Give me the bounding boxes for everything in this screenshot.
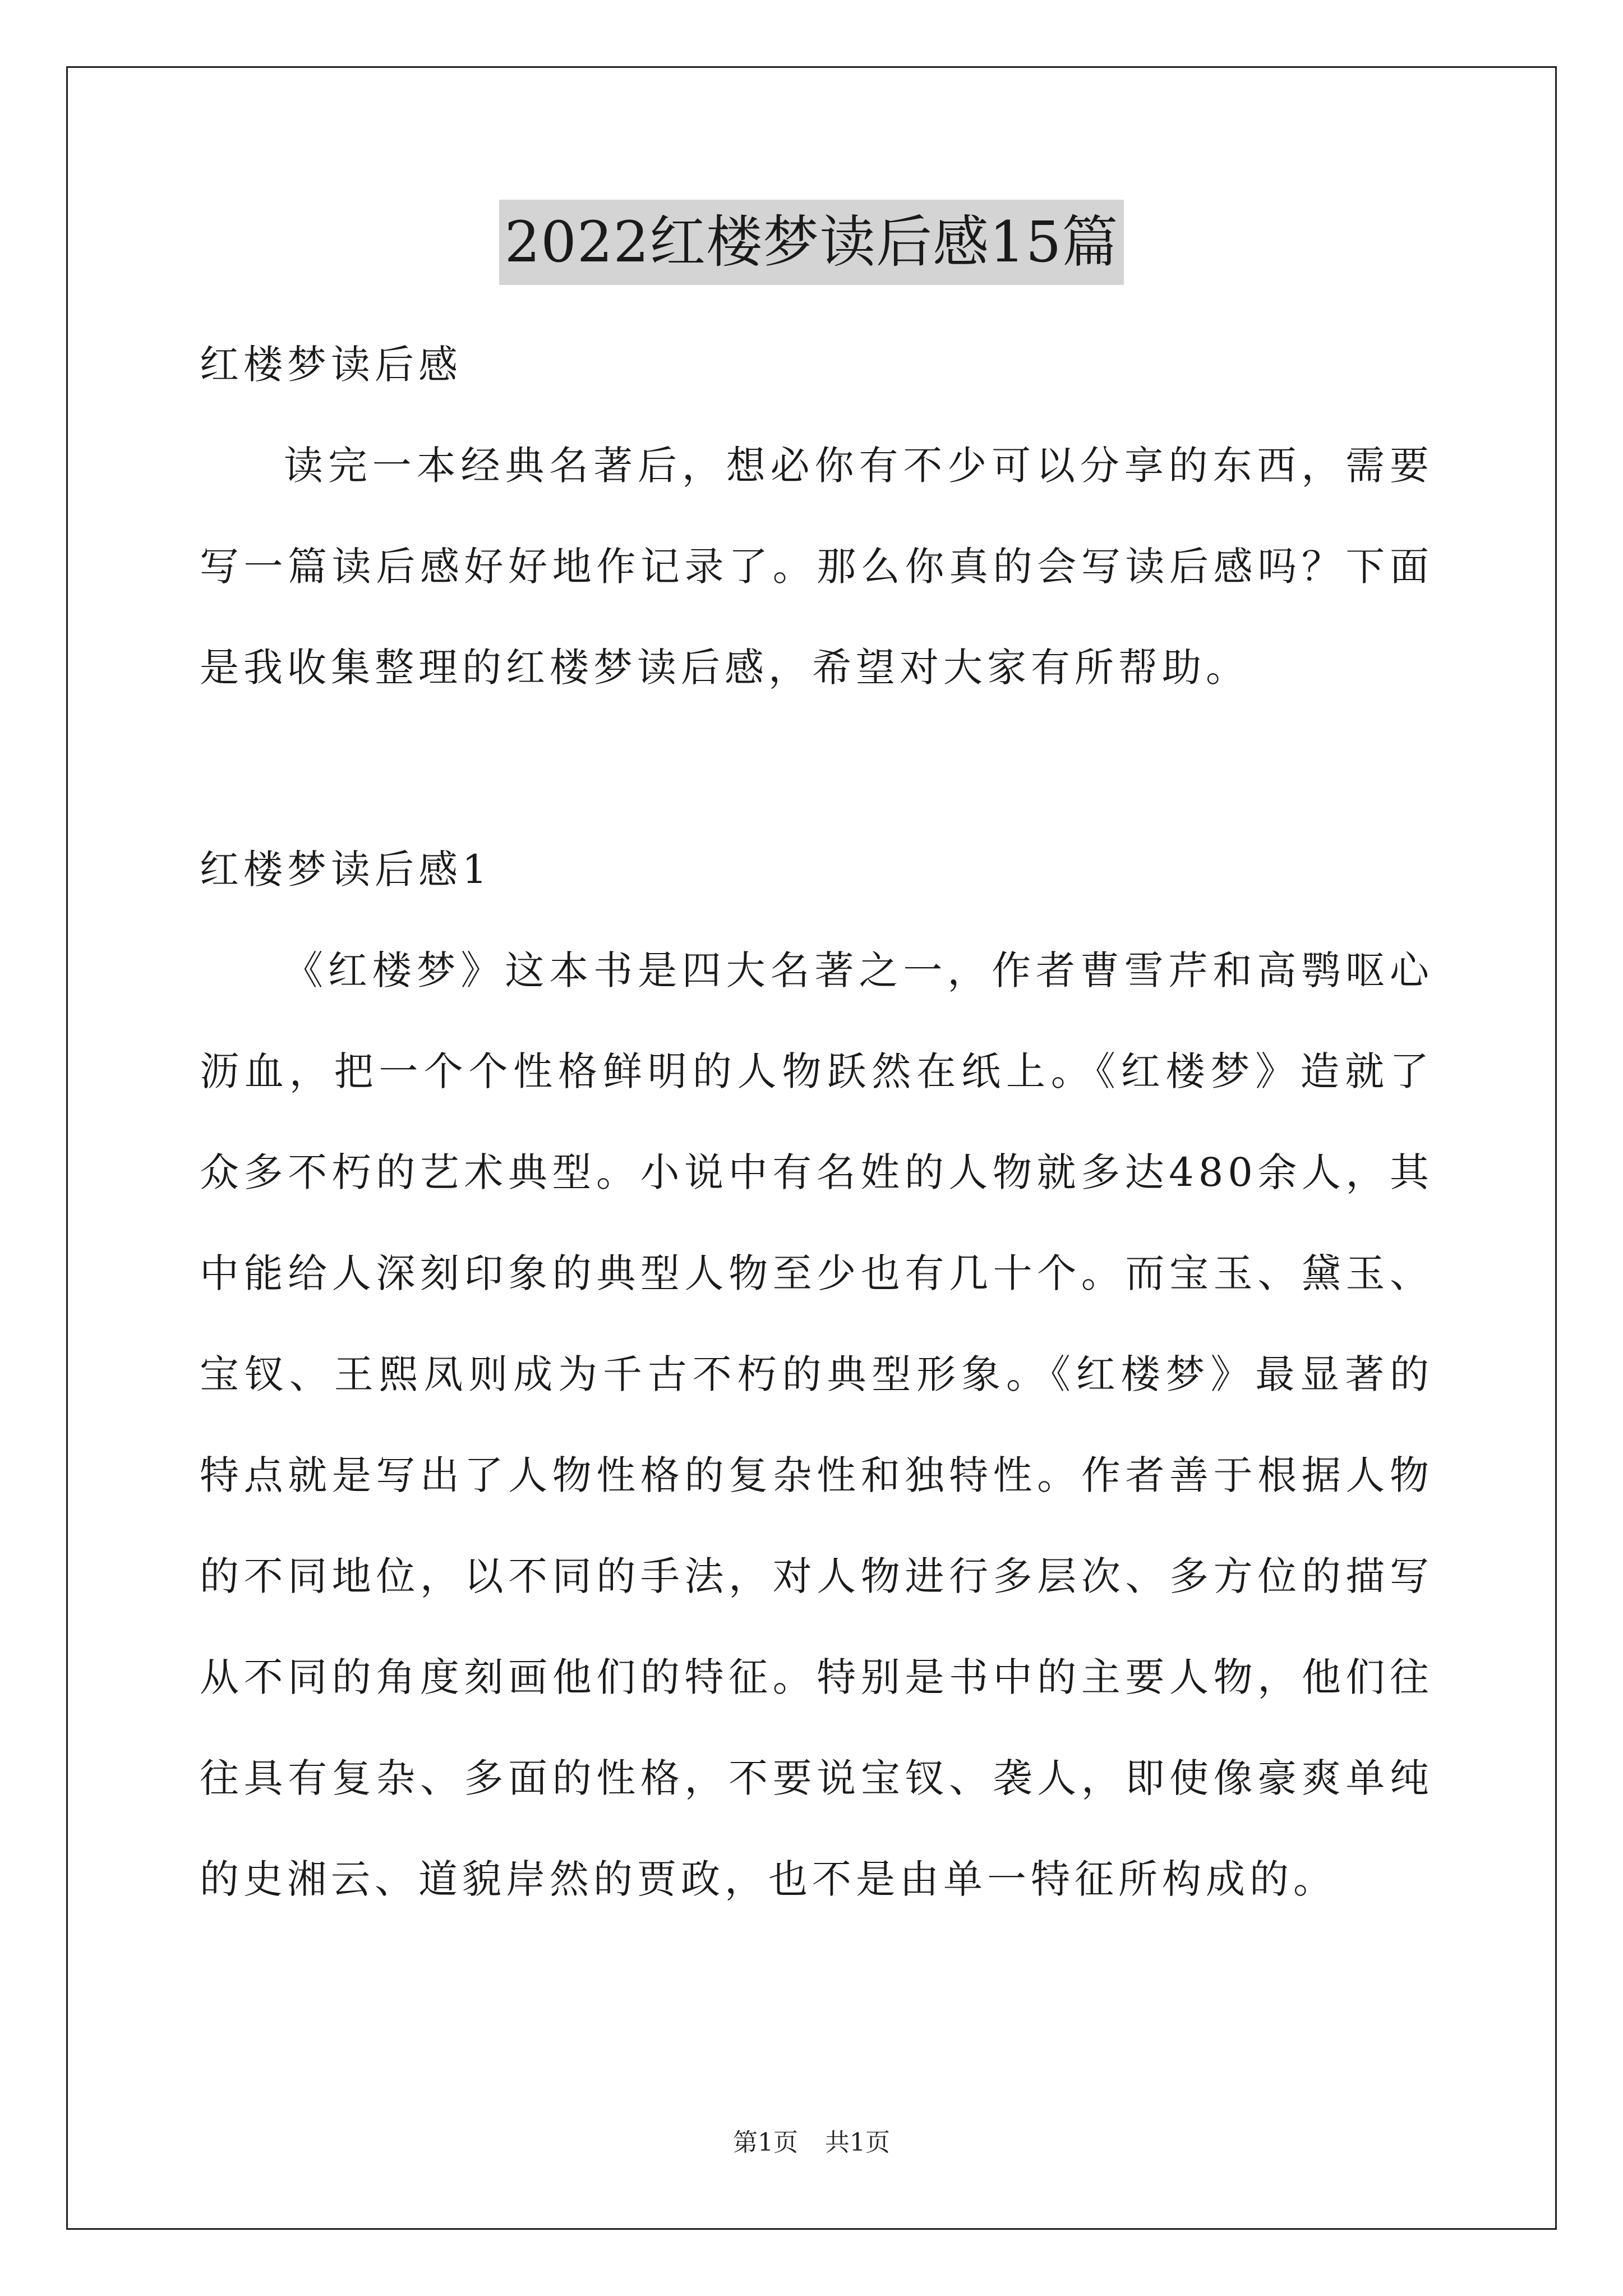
section-heading-1: 红楼梦读后感1: [200, 846, 492, 892]
document-title: 2022红楼梦读后感15篇: [499, 200, 1124, 285]
section-spacer: [200, 718, 1433, 819]
intro-paragraph: 读完一本经典名著后，想必你有不少可以分享的东西，需要写一篇读后感好好地作记录了。那么你真的会写读后感吗？下面是我收集整理的红楼梦读后感，希望对大家有所帮助。: [200, 443, 1433, 691]
title-container: [0, 200, 1623, 285]
document-body: [200, 314, 1433, 1930]
page-number-current: 第1页: [733, 2128, 798, 2157]
section-heading-intro: 红楼梦读后感: [200, 342, 462, 388]
page-footer: [0, 2126, 1623, 2160]
body-paragraph: 《红楼梦》这本书是四大名著之一，作者曹雪芹和高鹗呕心沥血，把一个个性格鲜明的人物跃然在纸上。《红楼梦》造就了众多不朽的艺术典型。小说中有名姓的人物就多达480余人，其中能给人深刻印象的典型人物至少也有几十个。而宝玉、黛玉、宝钗、王熙凤则成为千古不朽的典型形象。《红楼梦》最显著的特点就是写出了人物性格的复杂性和独特性。作者善于根据人物的不同地位，以不同的手法，对人物进行多层次、多方位的描写从不同的角度刻画他们的特征。特别是书中的主要人物，他们往往具有复杂、多面的性格，不要说宝钗、袭人，即使像豪爽单纯的史湘云、道貌岸然的贾政，也不是由单一特征所构成的。: [200, 947, 1433, 1902]
page-number-total: 共1页: [825, 2128, 890, 2157]
